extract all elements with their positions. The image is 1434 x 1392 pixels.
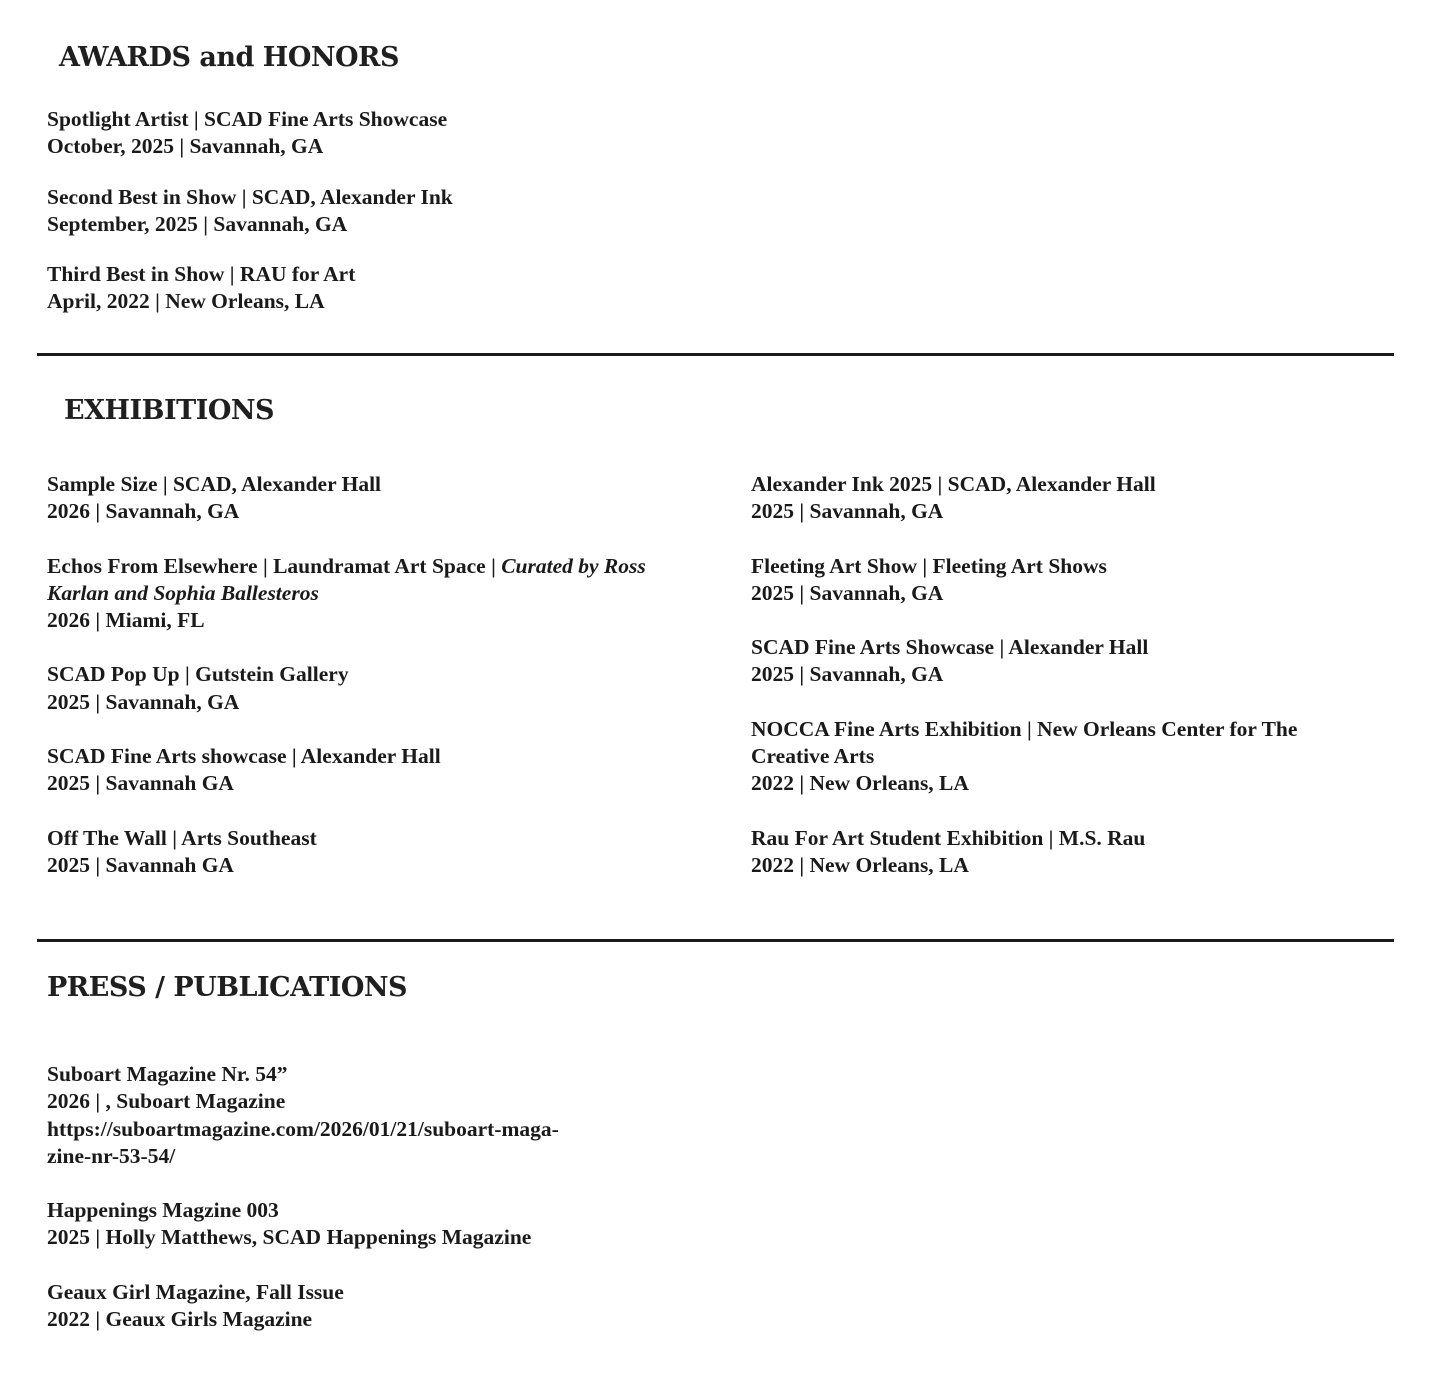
awards-list xyxy=(47,106,453,316)
press-link-continued[interactable]: zine-nr-53-54/ xyxy=(47,1143,176,1168)
exhibitions-right-column xyxy=(751,471,1371,879)
exhibition-detail: 2025 | Savannah, GA xyxy=(751,580,944,605)
press-heading: PRESS / PUBLICATIONS xyxy=(47,972,408,1003)
exhibition-title: Off The Wall | Arts Southeast xyxy=(47,825,317,850)
exhibition-item xyxy=(47,743,667,798)
award-item xyxy=(47,106,453,161)
exhibitions-left-column xyxy=(47,471,667,879)
exhibition-item xyxy=(751,716,1371,798)
press-item xyxy=(47,1197,647,1252)
exhibitions-heading: EXHIBITIONS xyxy=(64,395,275,426)
exhibition-detail: 2025 | Savannah GA xyxy=(47,852,234,877)
exhibition-curator: Curated by Ross Karlan and Sophia Ballesteros xyxy=(47,553,646,605)
exhibition-item xyxy=(751,471,1371,526)
press-title: Happenings Magzine 003 xyxy=(47,1198,279,1223)
exhibition-title: SCAD Fine Arts showcase | Alexander Hall xyxy=(47,744,441,769)
press-title: Suboart Magazine Nr. 54” xyxy=(47,1062,288,1086)
press-item xyxy=(47,1279,647,1334)
exhibition-detail: 2025 | Savannah GA xyxy=(47,771,234,796)
exhibition-title xyxy=(47,553,667,608)
exhibition-detail: 2025 | Savannah, GA xyxy=(751,499,944,524)
exhibition-title: Sample Size | SCAD, Alexander Hall xyxy=(47,472,382,496)
exhibition-title: Alexander Ink 2025 | SCAD, Alexander Hall xyxy=(751,472,1156,496)
award-detail: October, 2025 | Savannah, GA xyxy=(47,134,324,159)
press-list xyxy=(47,1061,647,1333)
exhibition-detail: 2022 | New Orleans, LA xyxy=(751,771,969,796)
exhibition-title: SCAD Pop Up | Gutstein Gallery xyxy=(47,662,349,687)
exhibition-item xyxy=(47,471,667,526)
exhibition-detail: 2022 | New Orleans, LA xyxy=(751,852,969,877)
exhibition-item xyxy=(751,553,1371,608)
exhibition-detail: 2025 | Savannah, GA xyxy=(751,662,944,687)
exhibition-title-text: Echos From Elsewhere | Laundramat Art Space | xyxy=(47,553,502,578)
press-link[interactable]: https://suboartmagazine.com/2026/01/21/suboart-maga- xyxy=(47,1116,559,1141)
award-item xyxy=(47,184,453,239)
award-title: Third Best in Show | RAU for Art xyxy=(47,262,356,287)
press-detail: 2026 | , Suboart Magazine xyxy=(47,1089,286,1114)
award-title: Second Best in Show | SCAD, Alexander Ink xyxy=(47,184,453,209)
section-divider xyxy=(37,353,1394,356)
awards-heading: AWARDS and HONORS xyxy=(59,42,399,73)
exhibition-detail: 2026 | Savannah, GA xyxy=(47,499,240,524)
exhibition-detail: 2026 | Miami, FL xyxy=(47,608,205,633)
exhibition-detail: 2025 | Savannah, GA xyxy=(47,689,240,714)
exhibition-item xyxy=(47,825,667,880)
exhibition-title: Rau For Art Student Exhibition | M.S. Rau xyxy=(751,825,1146,850)
press-detail: 2022 | Geaux Girls Magazine xyxy=(47,1307,313,1332)
press-detail: 2025 | Holly Matthews, SCAD Happenings Magazine xyxy=(47,1225,532,1250)
award-item xyxy=(47,261,453,316)
exhibition-title: SCAD Fine Arts Showcase | Alexander Hall xyxy=(751,635,1149,660)
press-title: Geaux Girl Magazine, Fall Issue xyxy=(47,1279,344,1304)
exhibition-title: Fleeting Art Show | Fleeting Art Shows xyxy=(751,553,1107,578)
award-title: Spotlight Artist | SCAD Fine Arts Showcase xyxy=(47,107,448,131)
exhibition-title: NOCCA Fine Arts Exhibition | New Orleans Center for The Creative Arts xyxy=(751,716,1298,769)
exhibition-item xyxy=(47,661,667,716)
award-detail: April, 2022 | New Orleans, LA xyxy=(47,289,325,314)
award-detail: September, 2025 | Savannah, GA xyxy=(47,211,348,236)
exhibition-item xyxy=(47,553,667,635)
exhibition-item xyxy=(751,825,1371,880)
exhibition-item xyxy=(751,634,1371,689)
press-item xyxy=(47,1061,647,1170)
section-divider xyxy=(37,939,1394,942)
